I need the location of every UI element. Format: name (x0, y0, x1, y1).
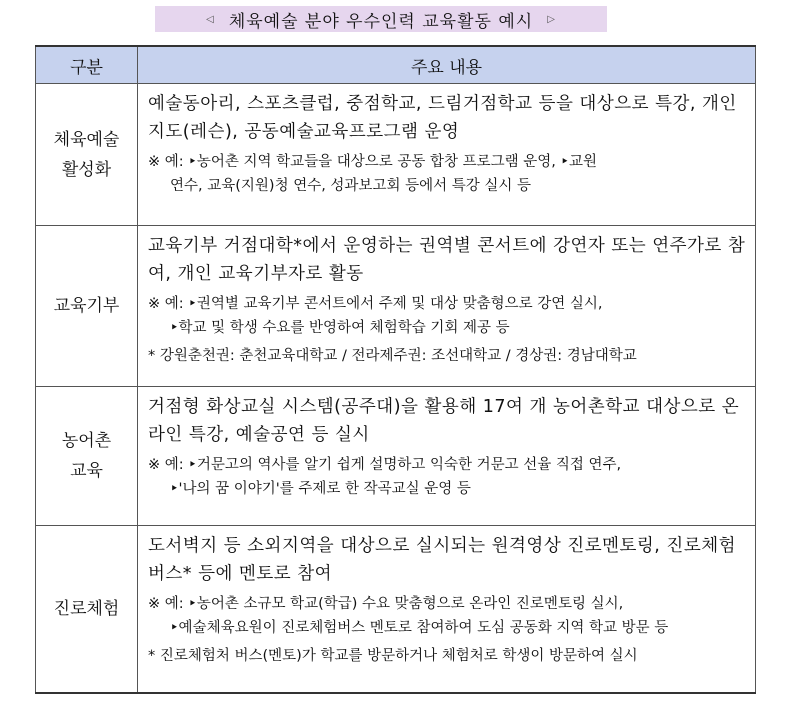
row-content (138, 226, 756, 387)
left-triangle-icon: ◁ (206, 13, 215, 25)
footnote: * 강원춘천권: 춘천교육대학교 / 전라제주권: 조선대학교 / 경상권: 경남대학교 (148, 348, 637, 364)
category-line: 활성화 (61, 159, 112, 180)
table-row (36, 84, 756, 226)
row-content (138, 387, 756, 526)
main-text: 거점형 화상교실 시스템(공주대)을 활용해 17여 개 농어촌학교 대상으로 온라인 특강, 예술공연 등 실시 (148, 397, 740, 445)
document-title (155, 6, 607, 32)
footnote: * 진로체험처 버스(멘토)가 학교를 방문하거나 체험처로 학생이 방문하여 실시 (148, 648, 638, 664)
main-text: 도서벽지 등 소외지역을 대상으로 실시되는 원격영상 진로멘토링, 진로체험버스* 등에 멘토로 참여 (148, 536, 737, 584)
table-row (36, 387, 756, 526)
example-note (148, 453, 747, 501)
note-line: ‣학교 및 학생 수요를 반영하여 체험학습 기회 제공 등 (170, 320, 510, 336)
example-note (148, 292, 747, 340)
row-content (138, 526, 756, 693)
category-line: 교육 (70, 461, 103, 481)
table-row (36, 526, 756, 693)
activity-table (35, 45, 756, 694)
category-line: 교육기부 (53, 296, 120, 316)
main-text: 교육기부 거점대학*에서 운영하는 권역별 콘서트에 강연자 또는 연주가로 참여, 개인 교육기부자로 활동 (148, 236, 746, 284)
category-line: 체육예술 (53, 129, 120, 150)
header-category: 구분 (36, 46, 138, 84)
row-category (36, 84, 138, 226)
category-line: 농어촌 (61, 431, 112, 451)
title-text: 체육예술 분야 우수인력 교육활동 예시 (228, 11, 534, 32)
row-category (36, 387, 138, 526)
note-line: 연수, 교육(지원)청 연수, 성과보고회 등에서 특강 실시 등 (170, 178, 531, 194)
note-line: ※ 예: ‣거문고의 역사를 알기 쉽게 설명하고 익숙한 거문고 선율 직접 연주, (148, 457, 622, 473)
main-text: 예술동아리, 스포츠클럽, 중점학교, 드림거점학교 등을 대상으로 특강, 개인 지도(레슨), 공동예술교육프로그램 운영 (148, 94, 737, 142)
note-line: ※ 예: ‣권역별 교육기부 콘서트에서 주제 및 대상 맞춤형으로 강연 실시, (148, 296, 603, 312)
note-line: ※ 예: ‣농어촌 지역 학교들을 대상으로 공동 합창 프로그램 운영, ‣교원 (148, 154, 598, 170)
row-category (36, 526, 138, 693)
note-line: ‣'나의 꿈 이야기'를 주제로 한 작곡교실 운영 등 (170, 481, 471, 497)
note-line: ※ 예: ‣농어촌 소규모 학교(학급) 수요 맞춤형으로 온라인 진로멘토링 실시, (148, 596, 624, 612)
row-content (138, 84, 756, 226)
example-note (148, 592, 747, 640)
table-header-row (36, 46, 756, 84)
example-note (148, 150, 747, 198)
right-triangle-icon: ▷ (547, 13, 556, 25)
table-row (36, 226, 756, 387)
category-line: 진로체험 (53, 598, 120, 619)
header-content: 주요 내용 (138, 46, 756, 84)
note-line: ‣예술체육요원이 진로체험버스 멘토로 참여하여 도심 공동화 지역 학교 방문 등 (170, 620, 669, 636)
row-category (36, 226, 138, 387)
